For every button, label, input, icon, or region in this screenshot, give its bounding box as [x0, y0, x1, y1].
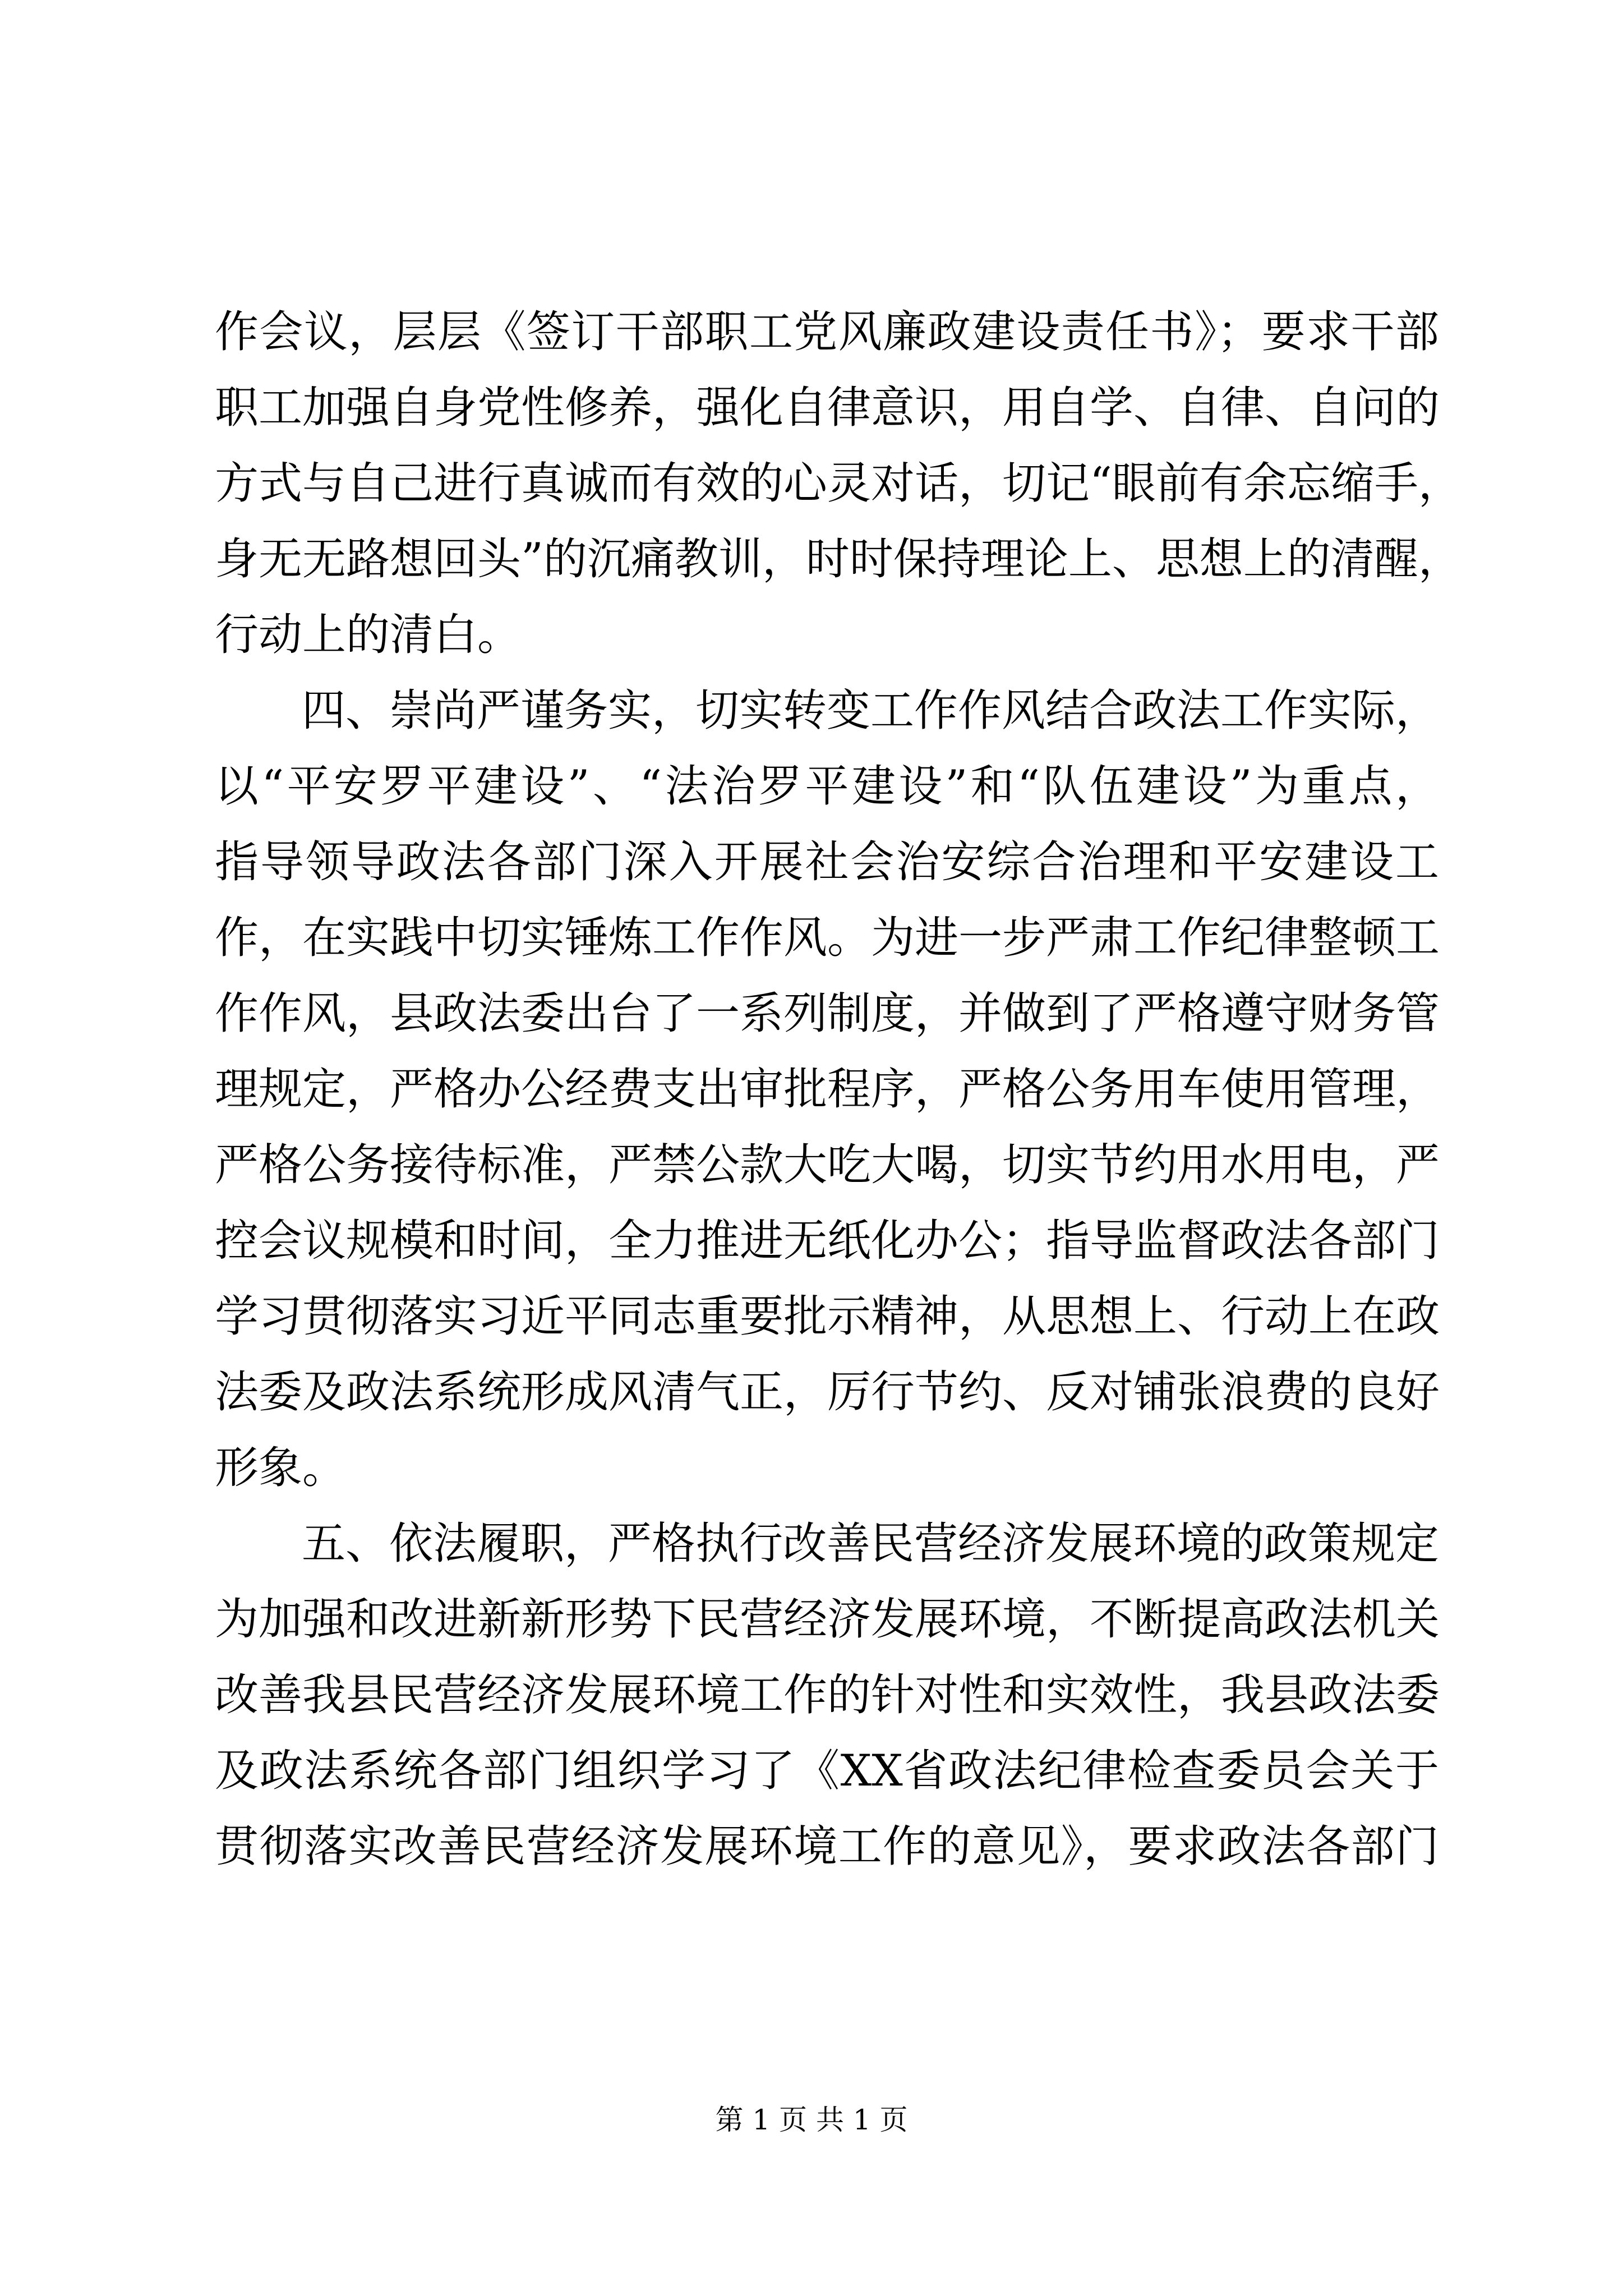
section-heading-5: 五、依法履职，严格执行改善民营经济发展环境的政策规定: [302, 1519, 1440, 1569]
text-line-15: 法委及政法系统形成风清气正，厉行节约、反对铺张浪费的良好: [215, 1367, 1440, 1418]
text-line-9: 作，在实践中切实锤炼工作作风。为进一步严肃工作纪律整顿工: [215, 913, 1440, 963]
text-line-2: 职工加强自身党性修养，强化自律意识，用自学、自律、自问的: [215, 383, 1440, 433]
body-text: [215, 295, 1462, 1885]
text-line-7: 以“平安罗平建设”、“法治罗平建设”和“队伍建设”为重点，: [215, 761, 1439, 812]
text-line-3: 方式与自己进行真诚而有效的心灵对话，切记“眼前有余忘缩手，: [215, 458, 1462, 509]
text-line-4: 身无无路想回头”的沉痛教训，时时保持理论上、思想上的清醒，: [215, 534, 1462, 585]
text-line-18: 为加强和改进新新形势下民营经济发展环境，不断提高政法机关: [215, 1594, 1440, 1645]
section-heading-4: 四、崇尚严谨务实，切实转变工作作风结合政法工作实际，: [302, 685, 1440, 736]
text-line-20: 及政法系统各部门组织学习了《XX省政法纪律检查委员会关于: [215, 1746, 1439, 1796]
text-line-19: 改善我县民营经济发展环境工作的针对性和实效性，我县政法委: [215, 1670, 1440, 1720]
text-line-1: 作会议，层层《签订干部职工党风廉政建设责任书》；要求干部: [215, 307, 1439, 357]
text-line-16: 形象。: [215, 1443, 347, 1493]
page-number-footer: 第 1 页 共 1 页: [715, 2104, 908, 2136]
text-line-8: 指导领导政法各部门深入开展社会治安综合治理和平安建设工: [215, 837, 1439, 887]
text-line-10: 作作风，县政法委出台了一系列制度，并做到了严格遵守财务管: [215, 988, 1440, 1039]
text-line-14: 学习贯彻落实习近平同志重要批示精神，从思想上、行动上在政: [215, 1291, 1440, 1342]
text-line-5: 行动上的清白。: [215, 610, 522, 660]
text-line-11: 理规定，严格办公经费支出审批程序，严格公务用车使用管理，: [215, 1064, 1440, 1115]
text-line-13: 控会议规模和时间，全力推进无纸化办公；指导监督政法各部门: [215, 1216, 1440, 1266]
text-line-21: 贯彻落实改善民营经济发展环境工作的意见》，要求政法各部门: [215, 1821, 1439, 1872]
text-line-12: 严格公务接待标准，严禁公款大吃大喝，切实节约用水用电，严: [215, 1140, 1440, 1190]
